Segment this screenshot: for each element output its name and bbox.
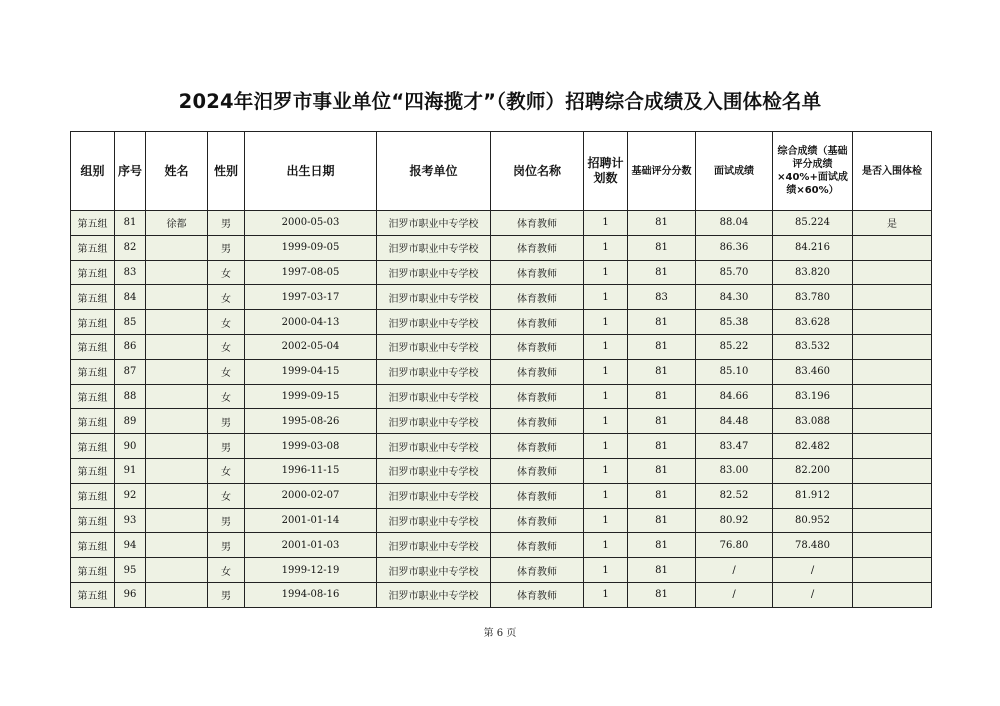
index-cell: 96 — [115, 582, 146, 607]
birthdate-cell: 1999-09-05 — [245, 235, 377, 260]
header-composite-score: 综合成绩（基础评分成绩×40%+面试成绩×60%） — [773, 132, 853, 211]
header-index: 序号 — [115, 132, 146, 211]
group-cell: 第五组 — [71, 211, 115, 236]
header-name: 姓名 — [146, 132, 208, 211]
medical-exam-cell — [853, 458, 932, 483]
group-cell: 第五组 — [71, 458, 115, 483]
position-cell: 体育教师 — [491, 359, 584, 384]
base-score-cell: 81 — [628, 508, 696, 533]
group-cell: 第五组 — [71, 483, 115, 508]
unit-cell: 汨罗市职业中专学校 — [377, 211, 491, 236]
unit-cell: 汨罗市职业中专学校 — [377, 235, 491, 260]
gender-cell: 女 — [208, 285, 245, 310]
index-cell: 83 — [115, 260, 146, 285]
gender-cell: 男 — [208, 508, 245, 533]
interview-score-cell: 88.04 — [696, 211, 773, 236]
gender-cell: 女 — [208, 359, 245, 384]
composite-score-cell: 83.628 — [773, 310, 853, 335]
unit-cell: 汨罗市职业中专学校 — [377, 310, 491, 335]
table-header-row — [71, 132, 932, 211]
index-cell: 87 — [115, 359, 146, 384]
birthdate-cell: 2000-02-07 — [245, 483, 377, 508]
interview-score-cell: 85.10 — [696, 359, 773, 384]
group-cell: 第五组 — [71, 409, 115, 434]
base-score-cell: 81 — [628, 533, 696, 558]
table-row — [71, 310, 932, 335]
group-cell: 第五组 — [71, 310, 115, 335]
medical-exam-cell — [853, 235, 932, 260]
base-score-cell: 81 — [628, 260, 696, 285]
group-cell: 第五组 — [71, 582, 115, 607]
position-cell: 体育教师 — [491, 434, 584, 459]
plan-count-cell: 1 — [584, 310, 628, 335]
name-cell — [146, 558, 208, 583]
gender-cell: 男 — [208, 533, 245, 558]
header-gender: 性别 — [208, 132, 245, 211]
plan-count-cell: 1 — [584, 260, 628, 285]
index-cell: 92 — [115, 483, 146, 508]
base-score-cell: 81 — [628, 334, 696, 359]
birthdate-cell: 1997-08-05 — [245, 260, 377, 285]
group-cell: 第五组 — [71, 434, 115, 459]
medical-exam-cell — [853, 409, 932, 434]
group-cell: 第五组 — [71, 508, 115, 533]
unit-cell: 汨罗市职业中专学校 — [377, 285, 491, 310]
base-score-cell: 81 — [628, 384, 696, 409]
position-cell: 体育教师 — [491, 483, 584, 508]
base-score-cell: 81 — [628, 409, 696, 434]
birthdate-cell: 2000-05-03 — [245, 211, 377, 236]
composite-score-cell: 81.912 — [773, 483, 853, 508]
name-cell — [146, 533, 208, 558]
plan-count-cell: 1 — [584, 211, 628, 236]
composite-score-cell: 80.952 — [773, 508, 853, 533]
base-score-cell: 81 — [628, 235, 696, 260]
index-cell: 88 — [115, 384, 146, 409]
index-cell: 86 — [115, 334, 146, 359]
name-cell: 徐都 — [146, 211, 208, 236]
medical-exam-cell — [853, 533, 932, 558]
birthdate-cell: 1994-08-16 — [245, 582, 377, 607]
base-score-cell: 81 — [628, 558, 696, 583]
medical-exam-cell — [853, 285, 932, 310]
index-cell: 89 — [115, 409, 146, 434]
composite-score-cell: 82.200 — [773, 458, 853, 483]
plan-count-cell: 1 — [584, 334, 628, 359]
name-cell — [146, 434, 208, 459]
unit-cell: 汨罗市职业中专学校 — [377, 434, 491, 459]
index-cell: 91 — [115, 458, 146, 483]
table-row — [71, 384, 932, 409]
composite-score-cell: 78.480 — [773, 533, 853, 558]
header-medical-exam: 是否入围体检 — [853, 132, 932, 211]
unit-cell: 汨罗市职业中专学校 — [377, 483, 491, 508]
composite-score-cell: 83.532 — [773, 334, 853, 359]
unit-cell: 汨罗市职业中专学校 — [377, 558, 491, 583]
medical-exam-cell: 是 — [853, 211, 932, 236]
table-row — [71, 211, 932, 236]
plan-count-cell: 1 — [584, 235, 628, 260]
group-cell: 第五组 — [71, 533, 115, 558]
gender-cell: 男 — [208, 434, 245, 459]
interview-score-cell: 85.38 — [696, 310, 773, 335]
unit-cell: 汨罗市职业中专学校 — [377, 260, 491, 285]
birthdate-cell: 2000-04-13 — [245, 310, 377, 335]
name-cell — [146, 458, 208, 483]
name-cell — [146, 483, 208, 508]
page-title: 2024年汨罗市事业单位“四海揽才”（教师）招聘综合成绩及入围体检名单 — [178, 90, 822, 113]
interview-score-cell: / — [696, 558, 773, 583]
group-cell: 第五组 — [71, 384, 115, 409]
plan-count-cell: 1 — [584, 558, 628, 583]
composite-score-cell: 83.460 — [773, 359, 853, 384]
name-cell — [146, 235, 208, 260]
position-cell: 体育教师 — [491, 558, 584, 583]
composite-score-cell: 83.196 — [773, 384, 853, 409]
index-cell: 90 — [115, 434, 146, 459]
index-cell: 85 — [115, 310, 146, 335]
name-cell — [146, 409, 208, 434]
gender-cell: 女 — [208, 483, 245, 508]
position-cell: 体育教师 — [491, 409, 584, 434]
position-cell: 体育教师 — [491, 582, 584, 607]
interview-score-cell: 84.48 — [696, 409, 773, 434]
results-table — [70, 131, 932, 608]
group-cell: 第五组 — [71, 235, 115, 260]
group-cell: 第五组 — [71, 285, 115, 310]
medical-exam-cell — [853, 508, 932, 533]
base-score-cell: 83 — [628, 285, 696, 310]
header-position: 岗位名称 — [491, 132, 584, 211]
interview-score-cell: 85.22 — [696, 334, 773, 359]
birthdate-cell: 2001-01-14 — [245, 508, 377, 533]
plan-count-cell: 1 — [584, 409, 628, 434]
medical-exam-cell — [853, 359, 932, 384]
plan-count-cell: 1 — [584, 384, 628, 409]
base-score-cell: 81 — [628, 458, 696, 483]
unit-cell: 汨罗市职业中专学校 — [377, 508, 491, 533]
interview-score-cell: 83.00 — [696, 458, 773, 483]
header-base-score: 基础评分分数 — [628, 132, 696, 211]
table-row — [71, 508, 932, 533]
index-cell: 84 — [115, 285, 146, 310]
table-row — [71, 409, 932, 434]
gender-cell: 女 — [208, 334, 245, 359]
table-row — [71, 260, 932, 285]
gender-cell: 女 — [208, 260, 245, 285]
header-interview-score: 面试成绩 — [696, 132, 773, 211]
plan-count-cell: 1 — [584, 533, 628, 558]
unit-cell: 汨罗市职业中专学校 — [377, 359, 491, 384]
medical-exam-cell — [853, 260, 932, 285]
name-cell — [146, 508, 208, 533]
birthdate-cell: 1997-03-17 — [245, 285, 377, 310]
name-cell — [146, 285, 208, 310]
composite-score-cell: 83.820 — [773, 260, 853, 285]
plan-count-cell: 1 — [584, 359, 628, 384]
base-score-cell: 81 — [628, 359, 696, 384]
table-row — [71, 359, 932, 384]
index-cell: 82 — [115, 235, 146, 260]
interview-score-cell: 80.92 — [696, 508, 773, 533]
gender-cell: 男 — [208, 211, 245, 236]
table-row — [71, 533, 932, 558]
group-cell: 第五组 — [71, 359, 115, 384]
position-cell: 体育教师 — [491, 235, 584, 260]
gender-cell: 男 — [208, 409, 245, 434]
gender-cell: 女 — [208, 384, 245, 409]
base-score-cell: 81 — [628, 211, 696, 236]
position-cell: 体育教师 — [491, 384, 584, 409]
position-cell: 体育教师 — [491, 260, 584, 285]
unit-cell: 汨罗市职业中专学校 — [377, 582, 491, 607]
birthdate-cell: 2002-05-04 — [245, 334, 377, 359]
table-body — [71, 211, 932, 608]
table-row — [71, 285, 932, 310]
base-score-cell: 81 — [628, 310, 696, 335]
gender-cell: 女 — [208, 558, 245, 583]
page-number: 第 6 页 — [483, 628, 517, 639]
name-cell — [146, 310, 208, 335]
interview-score-cell: 84.30 — [696, 285, 773, 310]
plan-count-cell: 1 — [584, 508, 628, 533]
birthdate-cell: 1995-08-26 — [245, 409, 377, 434]
medical-exam-cell — [853, 310, 932, 335]
header-unit: 报考单位 — [377, 132, 491, 211]
name-cell — [146, 359, 208, 384]
composite-score-cell: / — [773, 582, 853, 607]
unit-cell: 汨罗市职业中专学校 — [377, 334, 491, 359]
position-cell: 体育教师 — [491, 458, 584, 483]
plan-count-cell: 1 — [584, 434, 628, 459]
index-cell: 81 — [115, 211, 146, 236]
table-row — [71, 582, 932, 607]
interview-score-cell: 76.80 — [696, 533, 773, 558]
composite-score-cell: 83.088 — [773, 409, 853, 434]
table-row — [71, 235, 932, 260]
interview-score-cell: 82.52 — [696, 483, 773, 508]
plan-count-cell: 1 — [584, 458, 628, 483]
table-row — [71, 458, 932, 483]
group-cell: 第五组 — [71, 260, 115, 285]
group-cell: 第五组 — [71, 558, 115, 583]
name-cell — [146, 582, 208, 607]
name-cell — [146, 260, 208, 285]
birthdate-cell: 1999-04-15 — [245, 359, 377, 384]
group-cell: 第五组 — [71, 334, 115, 359]
base-score-cell: 81 — [628, 434, 696, 459]
interview-score-cell: 85.70 — [696, 260, 773, 285]
name-cell — [146, 334, 208, 359]
header-plan-count: 招聘计划数 — [584, 132, 628, 211]
unit-cell: 汨罗市职业中专学校 — [377, 384, 491, 409]
position-cell: 体育教师 — [491, 508, 584, 533]
interview-score-cell: 83.47 — [696, 434, 773, 459]
interview-score-cell: / — [696, 582, 773, 607]
birthdate-cell: 1999-03-08 — [245, 434, 377, 459]
birthdate-cell: 1999-09-15 — [245, 384, 377, 409]
unit-cell: 汨罗市职业中专学校 — [377, 458, 491, 483]
birthdate-cell: 1999-12-19 — [245, 558, 377, 583]
position-cell: 体育教师 — [491, 533, 584, 558]
medical-exam-cell — [853, 483, 932, 508]
position-cell: 体育教师 — [491, 211, 584, 236]
position-cell: 体育教师 — [491, 310, 584, 335]
table-row — [71, 483, 932, 508]
plan-count-cell: 1 — [584, 582, 628, 607]
index-cell: 93 — [115, 508, 146, 533]
unit-cell: 汨罗市职业中专学校 — [377, 533, 491, 558]
interview-score-cell: 84.66 — [696, 384, 773, 409]
plan-count-cell: 1 — [584, 483, 628, 508]
position-cell: 体育教师 — [491, 285, 584, 310]
composite-score-cell: 83.780 — [773, 285, 853, 310]
birthdate-cell: 2001-01-03 — [245, 533, 377, 558]
gender-cell: 女 — [208, 310, 245, 335]
header-group: 组别 — [71, 132, 115, 211]
gender-cell: 女 — [208, 458, 245, 483]
index-cell: 94 — [115, 533, 146, 558]
index-cell: 95 — [115, 558, 146, 583]
gender-cell: 男 — [208, 235, 245, 260]
interview-score-cell: 86.36 — [696, 235, 773, 260]
medical-exam-cell — [853, 582, 932, 607]
position-cell: 体育教师 — [491, 334, 584, 359]
table-row — [71, 334, 932, 359]
header-birthdate: 出生日期 — [245, 132, 377, 211]
medical-exam-cell — [853, 384, 932, 409]
composite-score-cell: / — [773, 558, 853, 583]
base-score-cell: 81 — [628, 582, 696, 607]
medical-exam-cell — [853, 334, 932, 359]
base-score-cell: 81 — [628, 483, 696, 508]
plan-count-cell: 1 — [584, 285, 628, 310]
gender-cell: 男 — [208, 582, 245, 607]
name-cell — [146, 384, 208, 409]
table-row — [71, 434, 932, 459]
birthdate-cell: 1996-11-15 — [245, 458, 377, 483]
unit-cell: 汨罗市职业中专学校 — [377, 409, 491, 434]
composite-score-cell: 82.482 — [773, 434, 853, 459]
medical-exam-cell — [853, 558, 932, 583]
composite-score-cell: 84.216 — [773, 235, 853, 260]
table-row — [71, 558, 932, 583]
medical-exam-cell — [853, 434, 932, 459]
composite-score-cell: 85.224 — [773, 211, 853, 236]
